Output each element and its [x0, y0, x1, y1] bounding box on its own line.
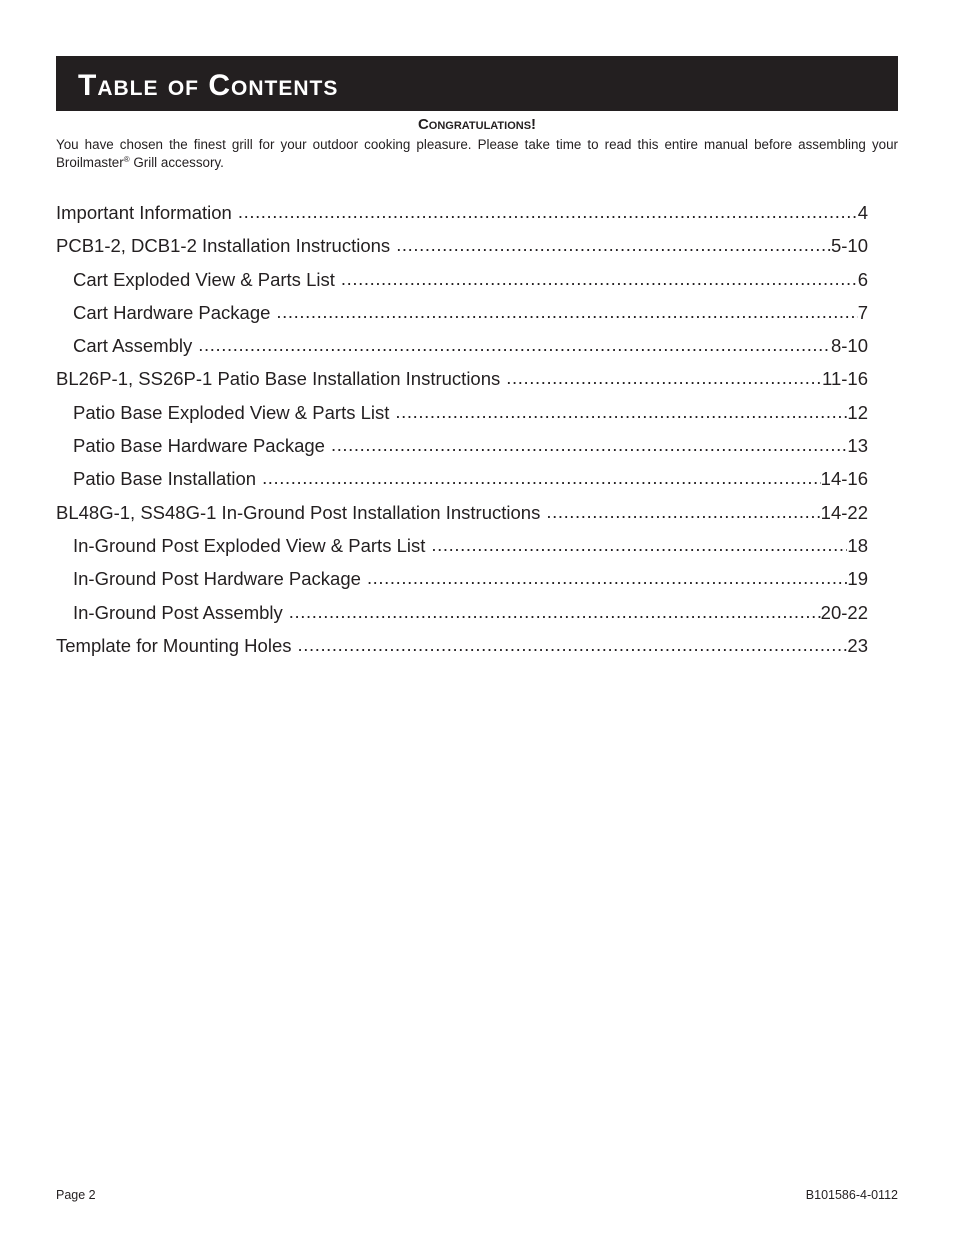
toc-entry-label: PCB1-2, DCB1-2 Installation Instructions [56, 235, 391, 257]
toc-leader-dots [297, 628, 847, 652]
toc-entry[interactable] [56, 462, 868, 495]
toc-entry-page: 20-22 [820, 601, 868, 623]
toc-leader-dots [396, 228, 831, 252]
toc-entry-page: 8-10 [830, 335, 868, 357]
congratulations-heading: Congratulations! [417, 116, 537, 133]
toc-entry[interactable] [56, 229, 868, 262]
intro-text: You have chosen the finest grill for your outdoor cooking pleasure. Please take time to read this entire manual before assembling your Broilmaster [56, 137, 898, 170]
toc-entry[interactable] [56, 329, 868, 362]
toc-entry[interactable] [56, 562, 868, 595]
toc-leader-dots [331, 428, 847, 452]
toc-entry-label: Patio Base Hardware Package [73, 435, 325, 457]
toc-leader-dots [276, 295, 857, 319]
toc-entry-page: 11-16 [822, 368, 868, 390]
toc-entry[interactable] [56, 629, 868, 662]
toc-entry[interactable] [56, 196, 868, 229]
toc-entry[interactable] [56, 396, 868, 429]
toc-leader-dots [198, 328, 831, 352]
toc-entry[interactable] [56, 362, 868, 395]
toc-leader-dots [262, 461, 821, 485]
toc-entry-page: 4 [857, 202, 868, 223]
title-bar [56, 56, 898, 111]
toc-entry[interactable] [56, 596, 868, 629]
toc-leader-dots [341, 262, 858, 286]
toc-leader-dots [367, 561, 847, 585]
toc-entry-label: In-Ground Post Assembly [73, 601, 283, 623]
toc-entry-page: 5-10 [830, 235, 868, 257]
toc-leader-dots [289, 595, 821, 619]
toc-entry-page: 14-16 [820, 468, 868, 490]
toc-entry[interactable] [56, 263, 868, 296]
toc-entry-page: 13 [847, 435, 868, 457]
toc-entry-label: Patio Base Exploded View & Parts List [73, 401, 390, 423]
toc-leader-dots [431, 528, 847, 552]
toc-entry-page: 7 [857, 301, 868, 323]
toc-entry-label: Important Information [56, 202, 232, 223]
toc-entry-label: Cart Exploded View & Parts List [73, 268, 335, 290]
toc-leader-dots [238, 195, 858, 219]
toc-entry-page: 14-22 [820, 501, 868, 523]
registered-mark: ® [123, 154, 130, 164]
toc-entry-label: BL48G-1, SS48G-1 In-Ground Post Installation Instructions [56, 501, 541, 523]
toc-entry-label: In-Ground Post Exploded View & Parts List [73, 534, 426, 556]
toc-entry-page: 6 [857, 268, 868, 290]
document-number: B101586-4-0112 [805, 1188, 898, 1202]
toc-entry-label: Cart Hardware Package [73, 301, 271, 323]
toc-entry[interactable] [56, 429, 868, 462]
intro-text-end: Grill accessory. [129, 154, 224, 170]
page-number: Page 2 [56, 1188, 96, 1202]
page-title: Table of Contents [78, 69, 339, 102]
toc-entry[interactable] [56, 529, 868, 562]
toc-entry-label: Template for Mounting Holes [56, 634, 292, 656]
toc-entry-label: Cart Assembly [73, 335, 193, 357]
toc-leader-dots [546, 495, 820, 519]
toc-leader-dots [395, 395, 847, 419]
toc-entry-label: In-Ground Post Hardware Package [73, 568, 361, 590]
toc-entry-label: Patio Base Installation [73, 468, 257, 490]
toc-entry-page: 23 [847, 634, 868, 656]
intro-paragraph [56, 136, 898, 171]
toc-entry[interactable] [56, 296, 868, 329]
toc-entry-page: 12 [847, 401, 868, 423]
toc-entry-label: BL26P-1, SS26P-1 Patio Base Installation Instructions [56, 368, 501, 390]
table-of-contents [56, 196, 868, 662]
toc-entry-page: 19 [847, 568, 868, 590]
toc-leader-dots [506, 361, 822, 385]
toc-entry-page: 18 [847, 534, 868, 556]
toc-entry[interactable] [56, 496, 868, 529]
